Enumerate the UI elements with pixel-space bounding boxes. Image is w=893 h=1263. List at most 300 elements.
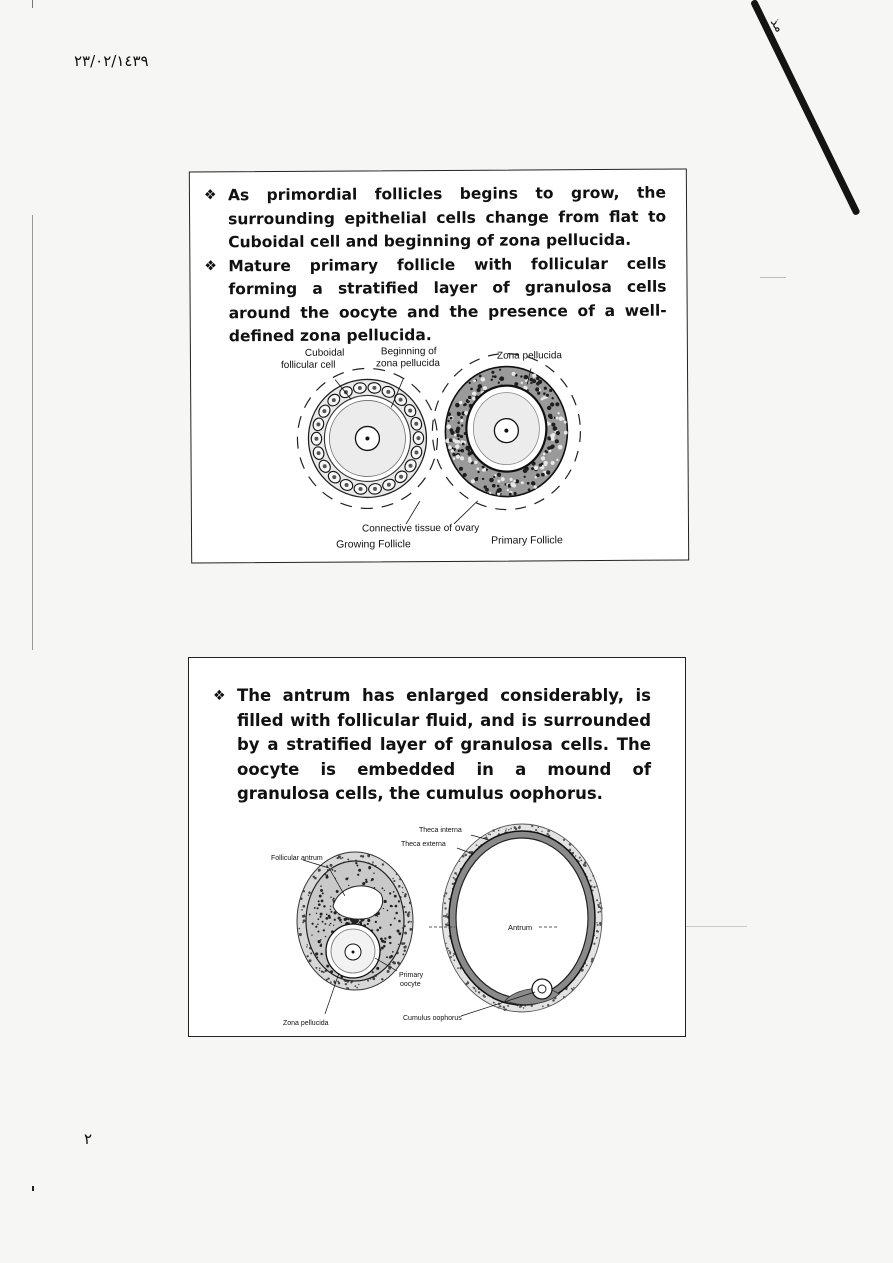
theca-cell (597, 946, 598, 947)
granulosa-cell (354, 920, 355, 921)
theca-cell (402, 953, 404, 955)
granulosa-cell (334, 870, 336, 872)
theca-cell (333, 980, 335, 982)
granulosa-cell (326, 876, 329, 879)
granulosa-cell (320, 889, 323, 892)
granulosa-cell (330, 923, 331, 924)
granulosa-cell (356, 865, 358, 867)
granulosa-cell (497, 480, 500, 483)
theca-cell (499, 1005, 501, 1007)
slide1-bullet-list (204, 182, 667, 349)
theca-cell (407, 915, 409, 917)
granulosa-cell (383, 945, 386, 948)
theca-cell (409, 928, 412, 931)
granulosa-cell (387, 910, 389, 912)
theca-cell (404, 893, 406, 895)
granulosa-cell (524, 375, 529, 380)
theca-cell (547, 830, 550, 833)
granulosa-cell (318, 940, 321, 943)
page-date: ٢٣/٠٢/١٤٣٩ (74, 52, 149, 70)
theca-cell (472, 987, 473, 988)
granulosa-cell (547, 446, 551, 450)
granulosa-cell (330, 970, 333, 973)
cell-nucleus (358, 386, 362, 390)
theca-cell (360, 855, 362, 857)
theca-cell (396, 873, 398, 875)
theca-cell (593, 886, 595, 888)
granulosa-cell (341, 922, 342, 923)
granulosa-cell (395, 912, 398, 915)
theca-cell (467, 982, 470, 985)
label-connective-tissue: Connective tissue of ovary (361, 522, 480, 535)
granulosa-cell (398, 932, 401, 935)
granulosa-cell (394, 917, 396, 919)
bullet-item (213, 684, 651, 807)
granulosa-cell (527, 482, 530, 485)
theca-cell (600, 907, 603, 910)
theca-cell (354, 985, 356, 987)
granulosa-cell (362, 882, 365, 885)
granulosa-cell (469, 382, 471, 384)
theca-cell (387, 970, 390, 973)
granulosa-cell (524, 476, 526, 478)
theca-cell (572, 989, 574, 991)
granulosa-cell (348, 885, 349, 886)
theca-cell (475, 991, 476, 992)
bullet-text: The antrum has enlarged considerably, is filled with follicular fluid, and is surrounded by a stratified layer of granulosa cells. The oocyte is embedded in a mound of granulosa cells, the cumulus oophorus. (237, 686, 651, 803)
cell-nucleus (399, 398, 403, 402)
granulosa-cell (491, 379, 493, 381)
granulosa-cell (330, 911, 332, 913)
granulosa-cell (389, 892, 391, 894)
granulosa-cell (389, 956, 392, 959)
granulosa-cell (311, 934, 312, 935)
granulosa-cell (482, 478, 484, 480)
theca-cell (490, 834, 492, 836)
label-follicular-cell: follicular cell (280, 359, 336, 371)
theca-cell (319, 969, 321, 971)
granulosa-cell (544, 387, 547, 390)
granulosa-cell (384, 890, 385, 891)
theca-cell (546, 833, 548, 835)
granulosa-cell (549, 450, 552, 453)
theca-cell (541, 831, 542, 832)
scan-edge-line-left (32, 215, 33, 650)
granulosa-cell (543, 396, 546, 399)
theca-cell (573, 987, 575, 989)
granulosa-cell (457, 438, 459, 440)
granulosa-cell (463, 404, 465, 406)
theca-cell (599, 902, 601, 904)
granulosa-cell (357, 874, 359, 876)
granulosa-cell (373, 873, 374, 874)
theca-cell (315, 967, 317, 969)
theca-cell (478, 991, 480, 993)
theca-cell (514, 828, 516, 830)
theca-cell (448, 950, 450, 952)
theca-cell (326, 979, 328, 981)
granulosa-cell (492, 484, 496, 488)
scan-dash (760, 277, 786, 278)
slide-primary-follicle (189, 168, 689, 563)
granulosa-cell (372, 971, 374, 973)
granulosa-cell (446, 424, 451, 429)
granulosa-cell (534, 466, 538, 470)
granulosa-cell (546, 470, 550, 474)
granulosa-cell (325, 936, 326, 937)
theca-cell (403, 950, 405, 952)
granulosa-cell (449, 438, 453, 442)
granulosa-cell (382, 887, 384, 889)
granulosa-cell (474, 477, 478, 481)
granulosa-cell (548, 414, 553, 419)
theca-cell (507, 1005, 509, 1007)
granulosa-cell (477, 471, 479, 473)
granulosa-cell (315, 952, 318, 955)
granulosa-cell (318, 903, 321, 906)
granulosa-cell (384, 937, 386, 939)
granulosa-cell (318, 918, 320, 920)
theca-cell (444, 902, 446, 904)
granulosa-cell (491, 371, 494, 374)
theca-cell (456, 874, 457, 875)
granulosa-cell (564, 431, 568, 435)
theca-cell (330, 864, 333, 867)
theca-cell (403, 942, 405, 944)
granulosa-cell (482, 468, 486, 472)
granulosa-cell (483, 386, 487, 390)
cell-nucleus (317, 451, 321, 455)
theca-cell (596, 937, 598, 939)
granulosa-cell (322, 921, 324, 923)
granulosa-cell (384, 900, 387, 903)
granulosa-cell (543, 453, 546, 456)
granulosa-cell (326, 965, 329, 968)
granulosa-cell (315, 926, 317, 928)
granulosa-cell (459, 467, 463, 471)
granulosa-cell (535, 476, 537, 478)
scan-edge-mark-bottom (32, 1186, 34, 1191)
granulosa-cell (558, 445, 563, 450)
granulosa-cell (555, 416, 558, 419)
theca-cell (445, 943, 446, 944)
theca-cell (552, 999, 555, 1002)
cell-nucleus (399, 475, 403, 479)
theca-cell (340, 858, 342, 860)
theca-cell (347, 858, 349, 860)
granulosa-cell (348, 922, 349, 923)
granulosa-cell (532, 374, 536, 378)
theca-cell (358, 984, 359, 985)
granulosa-cell (317, 957, 319, 959)
theca-cell (584, 862, 586, 864)
theca-cell (319, 967, 321, 969)
granulosa-cell (371, 880, 372, 881)
granulosa-cell (470, 388, 473, 391)
theca-cell (510, 828, 512, 830)
label-theca-interna: Theca interna (419, 827, 462, 834)
theca-cell (308, 959, 311, 962)
granulosa-cell (547, 406, 551, 410)
granulosa-cell (447, 412, 451, 416)
granulosa-cell (379, 927, 381, 929)
granulosa-cell (376, 967, 379, 970)
theca-cell (403, 906, 405, 908)
granulosa-cell (333, 925, 334, 926)
granulosa-cell (323, 905, 325, 907)
theca-cell (308, 891, 311, 894)
granulosa-cell (330, 906, 331, 907)
granulosa-cell (320, 913, 323, 916)
growing-follicle-illustration (297, 368, 438, 509)
granulosa-cell (395, 905, 398, 908)
theca-cell (592, 875, 594, 877)
granulosa-cell (474, 461, 478, 465)
follicle-diagram-antral (259, 818, 619, 1030)
label-antrum: Antrum (508, 923, 533, 932)
label-zona-pellucida: Zona pellucida (283, 1020, 329, 1027)
granulosa-cell (489, 478, 494, 483)
granulosa-cell (383, 908, 384, 909)
granulosa-cell (458, 450, 460, 452)
granulosa-cell (316, 913, 317, 914)
theca-cell (504, 1008, 507, 1011)
granulosa-cell (481, 377, 486, 382)
granulosa-cell (493, 476, 495, 478)
granulosa-cell (462, 443, 465, 446)
granulosa-cell (330, 909, 331, 910)
granulosa-cell (492, 375, 494, 377)
granulosa-cell (507, 489, 509, 491)
granulosa-cell (538, 380, 542, 384)
granulosa-cell (497, 488, 501, 492)
granulosa-cell (544, 461, 548, 465)
theca-cell (569, 843, 572, 846)
granulosa-cell (545, 451, 548, 454)
granulosa-cell (550, 402, 554, 406)
label-oocyte: oocyte (400, 981, 421, 988)
theca-cell (497, 1007, 499, 1009)
theca-cell (304, 914, 306, 916)
granulosa-cell (333, 898, 335, 900)
theca-cell (443, 895, 445, 897)
granulosa-cell (368, 866, 371, 869)
granulosa-cell (472, 392, 476, 396)
granulosa-cell (482, 466, 485, 469)
granulosa-cell (535, 387, 539, 391)
theca-cell (563, 996, 565, 998)
theca-cell (584, 864, 587, 867)
theca-cell (503, 1006, 505, 1008)
granulosa-cell (320, 943, 322, 945)
theca-cell (306, 946, 307, 947)
theca-cell (321, 970, 323, 972)
theca-cell (404, 932, 407, 935)
granulosa-cell (556, 459, 558, 461)
granulosa-cell (497, 485, 500, 488)
cell-nucleus (358, 487, 362, 491)
follicle-diagram-growing-primary (269, 340, 610, 552)
theca-cell (542, 1005, 544, 1007)
granulosa-cell (531, 467, 534, 470)
granulosa-cell (499, 369, 501, 371)
theca-cell (492, 829, 495, 832)
theca-cell (302, 922, 304, 924)
theca-cell (483, 995, 485, 997)
granulosa-cell (455, 444, 460, 449)
theca-cell (445, 924, 447, 926)
label-zona-pellucida: Zona pellucida (496, 350, 563, 362)
theca-cell (538, 827, 540, 829)
cell-nucleus (332, 475, 336, 479)
granulosa-cell (381, 947, 384, 950)
theca-cell (596, 885, 598, 887)
granulosa-cell (498, 382, 500, 384)
theca-cell (447, 922, 448, 923)
granulosa-cell (319, 895, 322, 898)
granulosa-cell (457, 412, 461, 416)
theca-cell (459, 861, 460, 862)
granulosa-cell (463, 473, 467, 477)
theca-cell (593, 943, 595, 945)
granulosa-cell (461, 424, 463, 426)
granulosa-cell (380, 937, 383, 940)
theca-cell (547, 1004, 549, 1006)
theca-cell (330, 981, 332, 983)
label-primary: Primary (399, 972, 424, 979)
granulosa-cell (375, 921, 377, 923)
theca-cell (531, 825, 533, 827)
theca-cell (575, 855, 576, 856)
granulosa-cell (309, 914, 311, 916)
bullet-item (204, 182, 666, 255)
theca-cell (457, 967, 459, 969)
theca-cell (563, 839, 565, 841)
granulosa-cell (468, 449, 470, 451)
slide2-bullet-list (213, 684, 651, 807)
theca-cell (327, 977, 329, 979)
theca-cell (308, 895, 309, 896)
theca-cell (598, 906, 601, 909)
granulosa-cell (461, 457, 464, 460)
theca-cell (301, 909, 303, 911)
cell-nucleus (332, 398, 336, 402)
granulosa-cell (460, 416, 463, 419)
granulosa-cell (367, 923, 369, 925)
theca-cell (306, 944, 307, 945)
antral-follicle-illustration (442, 824, 603, 1012)
granulosa-cell (456, 427, 460, 431)
granulosa-cell (450, 417, 453, 420)
cell-nucleus (386, 390, 390, 394)
granulosa-cell (357, 919, 359, 921)
granulosa-cell (338, 917, 341, 920)
granulosa-cell (499, 376, 504, 381)
theca-cell (591, 958, 594, 961)
granulosa-cell (320, 916, 322, 918)
theca-cell (579, 857, 581, 859)
cell-nucleus (409, 464, 413, 468)
theca-cell (464, 854, 467, 857)
theca-cell (599, 922, 602, 925)
granulosa-cell (556, 431, 560, 435)
granulosa-cell (555, 439, 559, 443)
granulosa-cell (548, 423, 551, 426)
caption-growing-follicle: Growing Follicle (336, 538, 411, 551)
granulosa-cell (355, 862, 357, 864)
granulosa-cell (541, 473, 545, 477)
granulosa-cell (388, 936, 391, 939)
granulosa-cell (358, 869, 361, 872)
granulosa-cell (537, 392, 540, 395)
granulosa-cell (336, 890, 339, 893)
cell-nucleus (416, 436, 420, 440)
granulosa-cell (394, 895, 397, 898)
granulosa-cell (345, 878, 348, 881)
granulosa-cell (528, 488, 531, 491)
theca-cell (580, 859, 582, 861)
cell-nucleus (373, 487, 377, 491)
theca-cell (367, 855, 370, 858)
granulosa-cell (460, 449, 464, 453)
granulosa-cell (330, 897, 331, 898)
granulosa-cell (543, 392, 546, 395)
theca-cell (596, 899, 598, 901)
theca-cell (446, 947, 448, 949)
granulosa-cell (551, 397, 553, 399)
granulosa-cell (520, 375, 522, 377)
cell-nucleus (316, 422, 320, 426)
theca-cell (408, 911, 410, 913)
granulosa-cell (329, 924, 330, 925)
granulosa-cell (452, 438, 456, 442)
bullet-item (204, 252, 667, 349)
label-follicular-antrum: Follicular antrum (271, 855, 323, 862)
granulosa-cell (512, 372, 516, 376)
granulosa-cell (510, 482, 515, 487)
theca-cell (449, 953, 451, 955)
theca-cell (345, 983, 347, 985)
granulosa-cell (455, 403, 460, 408)
theca-cell (498, 830, 500, 832)
granulosa-cell (486, 469, 488, 471)
theca-cell (342, 857, 344, 859)
granulosa-cell (551, 461, 555, 465)
theca-cell (519, 826, 521, 828)
granulosa-cell (530, 382, 532, 384)
granulosa-cell (334, 919, 336, 921)
bullet-text: Mature primary follicle with follicular cells forming a stratified layer of granulosa cells around the oocyte and the presence of a well-defined zona pellucida. (228, 254, 667, 346)
granulosa-cell (367, 919, 370, 922)
theca-cell (392, 878, 394, 880)
theca-cell (445, 915, 448, 918)
granulosa-cell (390, 924, 392, 926)
granulosa-cell (539, 463, 542, 466)
cell-nucleus (372, 386, 376, 390)
theca-cell (476, 844, 478, 846)
granulosa-cell (551, 423, 555, 427)
theca-cell (597, 911, 599, 913)
granulosa-cell (325, 874, 326, 875)
granulosa-cell (398, 900, 400, 902)
granulosa-cell (456, 455, 460, 459)
theca-cell (372, 861, 374, 863)
granulosa-cell (471, 479, 475, 483)
scan-corner-stroke (750, 0, 861, 216)
theca-cell (393, 880, 395, 882)
bullet-text: As primordial follicles begins to grow, the surrounding epithelial cells change from flat to Cuboidal cell and beginning of zona pellucida. (227, 183, 667, 252)
scan-edge-mark-top (32, 0, 33, 8)
